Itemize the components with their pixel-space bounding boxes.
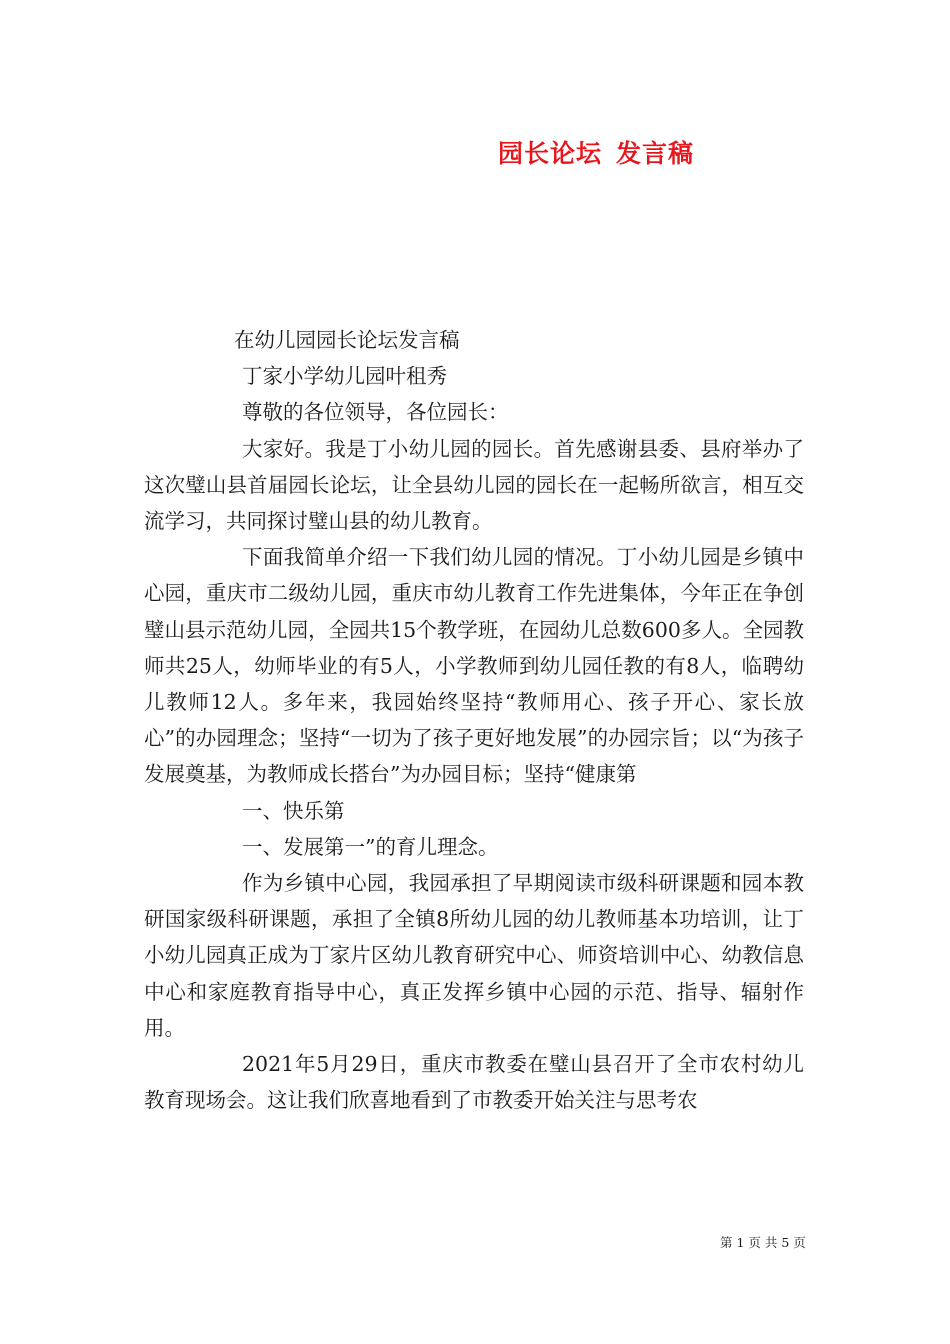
paragraph-center-role: 作为乡镇中心园，我园承担了早期阅读市级科研课题和园本教研国家级科研课题，承担了全镇8所幼儿园的幼儿教师基本功培训，让丁小幼儿园真正成为丁家片区幼儿教育研究中心、师资培训中心、幼教信息中心和家庭教育指导中心，真正发挥乡镇中心园的示范、指导、辐射作用。 xyxy=(144,871,804,1040)
paragraph-conference: 2021年5月29日，重庆市教委在璧山县召开了全市农村幼儿教育现场会。这让我们欣喜地看到了市教委开始关注与思考农 xyxy=(144,1052,804,1113)
document-title-part2: 发言稿 xyxy=(616,139,695,168)
paragraph-introduction: 下面我简单介绍一下我们幼儿园的情况。丁小幼儿园是乡镇中心园，重庆市二级幼儿园，重庆市幼儿教育工作先进集体，今年正在争创璧山县示范幼儿园，全园共15个教学班，在园幼儿总数600多人。全园教师共25人，幼师毕业的有5人，小学教师到幼儿园任教的有8人，临聘幼儿教师12人。多年来，我园始终坚持“教师用心、孩子开心、家长放心”的办园理念；坚持“一切为了孩子更好地发展”的办园宗旨；以“为孩子发展奠基，为教师成长搭台”为办园目标；坚持“健康第 xyxy=(144,545,804,787)
speech-author: 丁家小学幼儿园叶租秀 xyxy=(242,364,447,389)
paragraph-greeting: 大家好。我是丁小幼儿园的园长。首先感谢县委、县府举办了这次璧山县首届园长论坛，让全县幼儿园的园长在一起畅所欲言，相互交流学习，共同探讨璧山县的幼儿教育。 xyxy=(144,436,804,534)
document-body xyxy=(144,322,804,1118)
page-footer: 第 1 页 共 5 页 xyxy=(720,1235,806,1250)
document-title xyxy=(498,134,694,170)
paragraph-fragment-happy: 一、快乐第 xyxy=(242,798,345,823)
document-title-part1: 园长论坛 xyxy=(498,139,603,168)
speech-heading: 在幼儿园园长论坛发言稿 xyxy=(234,328,460,352)
speech-salutation: 尊敬的各位领导，各位园长： xyxy=(242,400,509,425)
paragraph-fragment-development: 一、发展第一”的育儿理念。 xyxy=(242,834,499,859)
